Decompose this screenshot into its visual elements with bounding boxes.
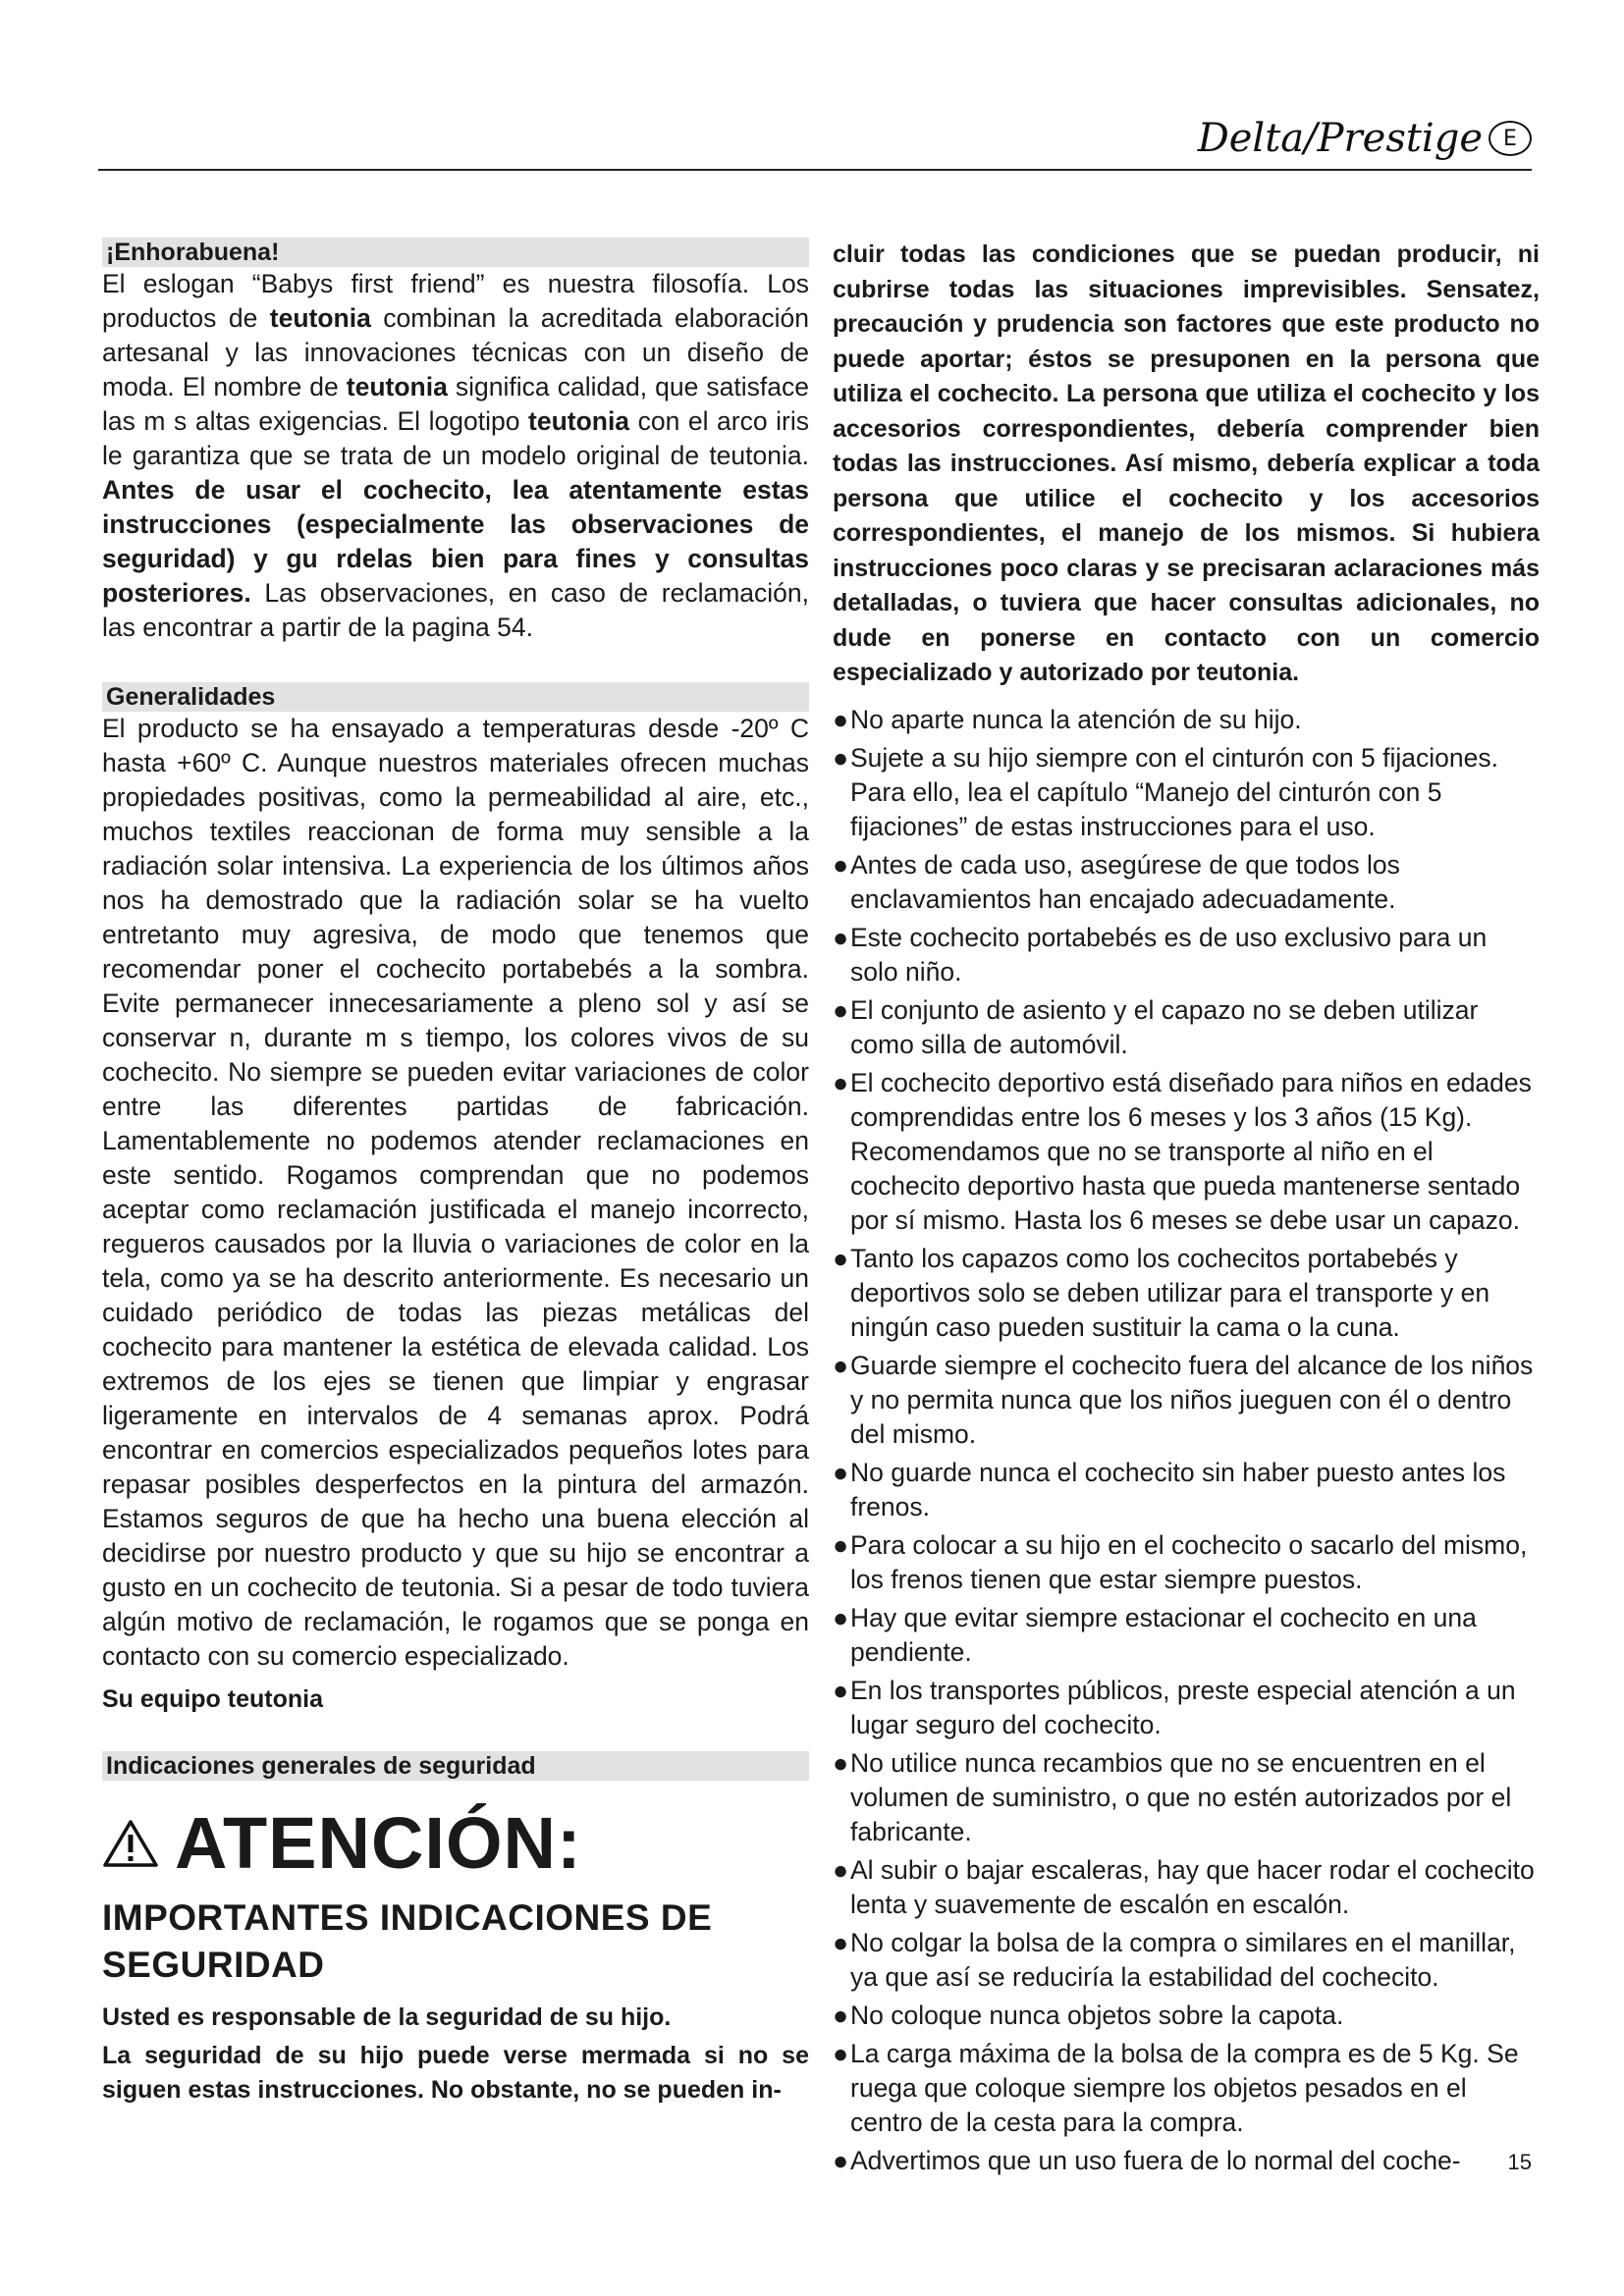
bullet-icon: ● <box>833 1854 849 1885</box>
header-rule <box>98 169 1532 171</box>
list-item-text: No guarde nunca el cochecito sin haber puesto antes los frenos. <box>850 1457 1506 1522</box>
bullet-icon: ● <box>833 922 849 952</box>
bullet-icon: ● <box>833 704 849 734</box>
safety-continuation-paragraph: cluir todas las condiciones que se puedan producir, ni cubrirse todas las situaciones imprevisibles. Sensatez, precaución y prudencia son factores que este producto no puede aportar; éstos se presuponen en la persona que utiliza el cochecito. La persona que utiliza el cochecito y los accesorios correspondientes, debería comprender bien todas las instrucciones. Así mismo, debería explicar a toda persona que utilice el cochecito y los accesorios correspondientes, el manejo de los mismos. Si hubiera instrucciones poco claras y se precisaran aclaraciones más detalladas, o tuviera que hacer consultas adicionales, no dude en ponerse en contacto con un comercio especializado y autorizado por teutonia. <box>833 240 1540 686</box>
list-item <box>833 1999 1540 2033</box>
list-item-text: Para colocar a su hijo en el cochecito o sacarlo del mismo, los frenos tienen que estar siempre puestos. <box>850 1529 1528 1594</box>
list-item <box>833 703 1540 737</box>
bullet-icon: ● <box>833 994 849 1025</box>
list-item-text: Hay que evitar siempre estacionar el cochecito en una pendiente. <box>850 1602 1477 1667</box>
bullet-icon: ● <box>833 1067 849 1097</box>
warning-triangle-icon <box>102 1818 159 1869</box>
general-paragraph: El producto se ha ensayado a temperaturas desde -20º C hasta +60º C. Aunque nuestros materiales ofrecen muchas propiedades positivas, como la permeabilidad al aire, etc., muchos textiles reaccionan de forma muy sensible a la radiación solar intensiva. La experiencia de los últimos años nos ha demostrado que la radiación solar se ha vuelto entretanto muy agresiva, de modo que tenemos que recomendar poner el cochecito portabebés a la sombra. Evite permanecer innecesariamente a pleno sol y así se conservar n, durante m s tiempo, los colores vivos de su cochecito. No siempre se pueden evitar variaciones de color entre las diferentes partidas de fabricación. Lamentablemente no podemos atender reclamaciones en este sentido. Rogamos comprendan que no podemos aceptar como reclamación justificada el manejo incorrecto, regueros causados por la lluvia o variaciones de color en la tela, como ya se ha descrito anteriormente. Es necesario un cuidado periódico de todas las piezas metálicas del cochecito para mantener la estética de elevada calidad. Los extremos de los ejes se tienen que limpiar y engrasar ligeramente en intervalos de 4 semanas aprox. Podrá encontrar en comercios especializados pequeños lotes para repasar posibles desperfectos en la pintura del armazón. Estamos seguros de que ha hecho una buena elección al decidirse por nuestro producto y que su hijo se encontrar a gusto en un cochecito de teutonia. Si a pesar de todo tuviera algún motivo de reclamación, le rogamos que se ponga en contacto con su comercio especializado. <box>102 714 809 1671</box>
model-title: Delta/Prestige <box>1197 116 1483 161</box>
list-item-text: El cochecito deportivo está diseñado para niños en edades comprendidas entre los 6 meses y los 3 años (15 Kg). Recomendamos que no se transporte al niño en el cochecito deportivo hasta que pueda mantenerse sentado por sí mismo. Hasta los 6 meses se debe usar un capazo. <box>850 1067 1532 1235</box>
safety-subheading: IMPORTANTES INDICACIONES DE SEGURIDAD <box>102 1897 713 1985</box>
bullet-icon: ● <box>833 1350 849 1380</box>
section-heading-congratulations: ¡Enhorabuena! <box>102 238 809 267</box>
list-item <box>833 993 1540 1062</box>
list-item <box>833 1601 1540 1670</box>
list-item-text: Guarde siempre el cochecito fuera del alcance de los niños y no permita nunca que los niños jueguen con él o dentro del mismo. <box>850 1350 1534 1449</box>
list-item-text: Antes de cada uso, asegúrese de que todos los enclavamientos han encajado adecuadamente. <box>850 849 1400 914</box>
bullet-icon: ● <box>833 742 849 773</box>
list-item <box>833 1674 1540 1742</box>
list-item <box>833 1853 1540 1922</box>
document-header <box>1198 116 1532 161</box>
list-item <box>833 2144 1540 2178</box>
list-item <box>833 1528 1540 1597</box>
list-item-text: El conjunto de asiento y el capazo no se deben utilizar como silla de automóvil. <box>850 994 1479 1059</box>
safety-list <box>833 703 1540 2178</box>
list-item <box>833 2037 1540 2140</box>
bullet-icon: ● <box>833 1747 849 1778</box>
attention-text: ATENCIÓN: <box>175 1802 582 1884</box>
bullet-icon: ● <box>833 1243 849 1273</box>
list-item <box>833 1926 1540 1995</box>
signature: Su equipo teutonia <box>102 1685 323 1713</box>
bullet-icon: ● <box>833 2145 849 2175</box>
list-item-text: No colgar la bolsa de la compra o similares en el manillar, ya que así se reduciría la estabilidad del cochecito. <box>850 1927 1516 1992</box>
intro-paragraph: El eslogan “Babys first friend” es nuestra filosofía. Los productos de teutonia combinan la acreditada elaboración artesanal y las innovaciones técnicas con un diseño de moda. El nombre de teutonia significa calidad, que satisface las m s altas exigencias. El logotipo teutonia con el arco iris le garantiza que se trata de un modelo original de teutonia. Antes de usar el cochecito, lea atentamente estas instrucciones (especialmente las observaciones de seguridad) y gu rdelas bien para fines y consultas posteriores. Las observaciones, en caso de reclamación, las encontrar a partir de la pagina 54. <box>102 269 810 642</box>
list-item-text: No aparte nunca la atención de su hijo. <box>850 704 1302 734</box>
responsibility-line: Usted es responsable de la seguridad de su hijo. <box>102 2003 672 2031</box>
list-item <box>833 1456 1540 1524</box>
attention-heading <box>102 1802 809 1885</box>
right-column <box>833 238 1540 2182</box>
bullet-icon: ● <box>833 1927 849 1957</box>
list-item-text: Tanto los capazos como los cochecitos portabebés y deportivos solo se deben utilizar para el transporte y en ningún caso pueden sustituir la cama o la cuna. <box>850 1243 1490 1342</box>
list-item-text: No coloque nunca objetos sobre la capota. <box>850 2000 1344 2030</box>
list-item-text: Este cochecito portabebés es de uso exclusivo para un solo niño. <box>850 922 1488 987</box>
list-item-text: En los transportes públicos, preste especial atención a un lugar seguro del cochecito. <box>850 1675 1516 1739</box>
bullet-icon: ● <box>833 1457 849 1487</box>
list-item <box>833 741 1540 844</box>
list-item <box>833 1242 1540 1345</box>
bullet-icon: ● <box>833 1602 849 1632</box>
list-item-text: Al subir o bajar escaleras, hay que hacer rodar el cochecito lenta y suavemente de escalón en escalón. <box>850 1854 1535 1919</box>
page-number: 15 <box>1507 2150 1532 2174</box>
list-item-text: La carga máxima de la bolsa de la compra es de 5 Kg. Se ruega que coloque siempre los objetos pesados en el centro de la cesta para la compra. <box>850 2038 1519 2137</box>
bullet-icon: ● <box>833 2000 849 2030</box>
bullet-icon: ● <box>833 1675 849 1705</box>
bullet-icon: ● <box>833 849 849 880</box>
bullet-icon: ● <box>833 2038 849 2068</box>
safety-warning-paragraph: La seguridad de su hijo puede verse mermada si no se siguen estas instrucciones. No obstante, no se pueden in- <box>102 2042 809 2104</box>
list-item <box>833 1349 1540 1452</box>
list-item <box>833 921 1540 989</box>
section-heading-general: Generalidades <box>102 682 809 712</box>
bullet-icon: ● <box>833 1529 849 1560</box>
list-item-text: No utilice nunca recambios que no se encuentren en el volumen de suministro, o que no estén autorizados por el fabricante. <box>850 1747 1512 1846</box>
section-heading-safety: Indicaciones generales de seguridad <box>102 1751 809 1781</box>
list-item <box>833 1746 1540 1849</box>
list-item <box>833 1066 1540 1238</box>
list-item <box>833 848 1540 917</box>
left-column <box>102 238 809 2108</box>
list-item-text: Advertimos que un uso fuera de lo normal del coche- <box>850 2145 1461 2175</box>
language-badge: E <box>1489 121 1532 156</box>
list-item-text: Sujete a su hijo siempre con el cinturón con 5 fijaciones. Para ello, lea el capítulo “Manejo del cinturón con 5 fijaciones” de estas instrucciones para el uso. <box>850 742 1498 841</box>
